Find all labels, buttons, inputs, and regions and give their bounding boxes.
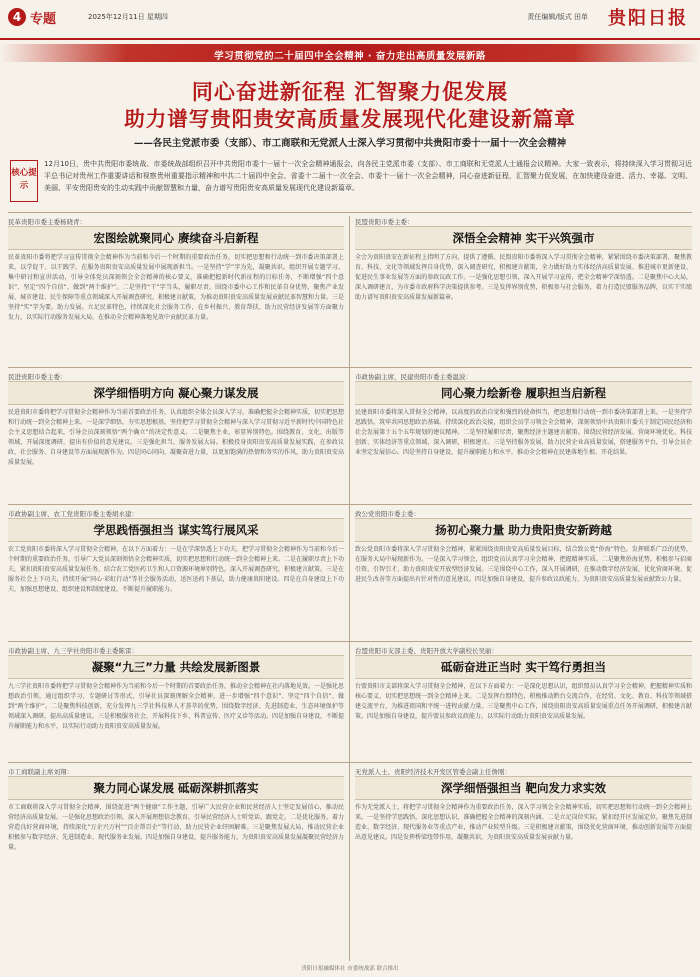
article-byline: 市工商联副主席刘翔： (8, 768, 73, 776)
newspaper-logo: 贵阳日报 (608, 8, 688, 29)
article-title: 凝聚“九三”力量 共绘发展新图景 (8, 655, 344, 679)
article-title: 学思践悟强担当 谋实笃行展风采 (8, 518, 344, 542)
headline-line-2: 助力谱写贵阳贵安高质量发展现代化建设新篇章 (124, 107, 576, 131)
article-minge (8, 215, 344, 365)
article-body: 农工党贵阳市委将深入学习贯彻全会精神，在以下方面着力：一是在学深悟透上下功夫，把学习贯彻全会精神作为当前和今后一个时期的重要政治任务，引导广大党员深刻领悟全会精神实质，切实把思想和行动统一到全会精神上来。二是在履职尽责上下功夫，紧扣贵阳贵安高质量发展任务，结合农工党医药卫生和人口资源环境界别特色，深入开展调查研究，积极建言献策。三是在服务社会上下功夫，持续开展“同心·彩虹行动”等社会服务活动，送医送药下基层，助力健康贵阳建设。四是在自身建设上下功夫，加强思想建设、组织建设和制度建设，不断提升履职能力。 (8, 546, 344, 593)
issue-date: 2025年12月11日 星期四 (88, 13, 168, 21)
article-zhigong (355, 507, 692, 639)
article-minjin (8, 370, 344, 502)
lead-paragraph: 12月10日，贵中共贵阳市委统战、市委统战部组织召开中共贵阳市委十一届十一次全会精神通报会，向各民主党派市委（支部）、市工商联和无党派人士通报会议精神。大家一致表示，将持续深入学习贯彻习近平总书记对贵州工作重要讲话和视察贵州重要指示精神和中共二十届四中全会、省委十二届十一次全会、市委十一届十一次全会精神，同心奋进新征程，汇智聚力促发展，在加快建设奋进、活力、幸福、文明、美丽、平安贵阳贵安的生动实践中贡献智慧和力量，奋力谱写贵阳贵安高质量发展现代化建设新篇章。 (44, 160, 692, 192)
article-nonggong (8, 507, 344, 639)
page-number: 4 (8, 8, 26, 26)
article-body: 九三学社贵阳市委将把学习贯彻全会精神作为当前和今后一个时期的首要政治任务，推动全会精神在社内落地见效。一是强化思想政治引领，通过组织学习、专题研讨等形式，引导社员深刻理解全会精神，进一步增强“四个意识”、坚定“四个自信”、做到“两个维护”。二是聚焦科技创新，充分发挥九三学社科技界人才荟萃的优势，围绕数字经济、先进制造业、生态环境保护等领域深入调研，提出高质量建议。三是积极服务社会，开展科技下乡、科普宣传、医疗义诊等活动。四是加强自身建设，不断提升履职能力和水平，以实际行动助力贵阳贵安高质量发展。 (8, 683, 344, 730)
editor-credit: 责任编辑/版式 田单 (527, 13, 588, 21)
article-body: 全会为贵阳贵安在新征程上指明了方向、提供了遵循。民盟贵阳市委将深入学习贯彻全会精神，紧紧围绕市委决策部署，聚焦教育、科技、文化等领域发挥自身优势，深入调查研究，积极建言献策，全力做好助力实体经济高质量发展、推进城市更新建设、促进民生事业发展等方面的参政议政工作。一是强化思想引领，深入开展学习宣传，把全会精神学深悟透。二是聚焦中心大局，深入调研建言，为市委市政府科学决策提供参考。三是发挥界别优势，积极参与社会服务，着力打造民盟服务品牌，以实干实绩助力谱写贵阳贵安高质量发展新篇章。 (355, 254, 692, 301)
divider (8, 367, 692, 368)
article-title: 深学细悟强担当 靶向发力求实效 (355, 776, 692, 800)
lead-tag: 核心提示 (10, 160, 38, 202)
article-body: 民建贵阳市委将深入贯彻全会精神，以高度的政治自觉和强烈的使命担当，把思想和行动统一到市委决策部署上来。一是坚持学思践悟，筑牢共同思想政治基础。持续深化政治交接，组织会员学习领会全会精神，深刻领悟中共贵阳市委关于制定国民经济和社会发展第十五个五年规划的建议精神。二是坚持履职尽责，聚焦经济主题建言献策。围绕民营经济发展、营商环境优化、科技创新、实体经济等重点领域，深入调研，积极建言。三是坚持服务发展，助力民营企业高质量发展，搭建服务平台，引导会员企业坚定发展信心。四是坚持自身建设，提升履职能力和水平，推动全会精神在民建落地生根、开花结果。 (355, 409, 692, 456)
article-taimeng (355, 644, 692, 760)
article-body: 作为无党派人士，将把学习贯彻全会精神作为重要政治任务，深入学习领会全会精神实质，切实把思想和行动统一到全会精神上来。一是坚持学思践悟，深化思想认识，准确把握全会精神的深刻内涵。二是立足岗位实际，紧扣经开区发展定位，聚焦先进制造业、数字经济、现代服务业等重点产业，推动产业转型升级。三是积极建言献策，围绕优化营商环境、推动创新发展等方面提出意见建议。四是发挥桥梁纽带作用，凝聚共识，为贵阳贵安高质量发展贡献力量。 (355, 804, 692, 841)
column-separator (349, 216, 350, 961)
article-title: 同心聚力绘新卷 履职担当启新程 (355, 381, 692, 405)
article-title: 聚力同心谋发展 砥砺深耕抓落实 (8, 776, 344, 800)
divider (8, 504, 692, 505)
article-wudangpai (355, 765, 692, 961)
headline-line-1: 同心奋进新征程 汇智聚力促发展 (191, 80, 509, 104)
article-body: 台盟贵阳市支部将深入学习贯彻全会精神，在以下方面着力：一是深化思想认识，组织盟员认真学习全会精神，把握精神实质和核心要义，切实把思想统一到全会精神上来。二是发挥台盟特色，积极推动黔台交流合作，在经贸、文化、教育、科技等领域搭建交流平台，为推进祖国和平统一进程贡献力量。三是聚焦中心工作，围绕贵阳贵安高质量发展重点任务开展调研，积极建言献策。四是加强自身建设，提升盟员参政议政能力，以实际行动助力贵阳贵安高质量发展。 (355, 683, 692, 720)
article-byline: 致公党贵阳市委主委： (355, 510, 420, 518)
ribbon-text: 学习贯彻党的二十届四中全会精神 · 奋力走出高质量发展新路 (214, 51, 486, 62)
article-byline: 台盟贵阳市支部主委、贵阳开放大学副校长吴丽： (355, 647, 498, 655)
article-byline: 民盟贵阳市委主委： (355, 218, 414, 226)
article-byline: 民进贵阳市委主委： (8, 373, 67, 381)
divider (8, 641, 692, 642)
article-byline: 市政协副主席、农工党贵阳市委主委胡永建： (8, 510, 138, 518)
article-jiusan (8, 644, 344, 760)
article-byline: 市政协副主席、民建贵阳市委主委温波： (355, 373, 472, 381)
article-title: 扬初心聚力量 助力贵阳贵安新跨越 (355, 518, 692, 542)
article-minjian (355, 370, 692, 502)
headline-subtitle: ——各民主党派市委（支部）、市工商联和无党派人士深入学习贯彻中共贵阳市委十一届十一次全会精神 (133, 138, 567, 149)
article-body: 市工商联将深入学习贯彻全会精神，围绕促进“两个健康”工作主题，引导广大民营企业和民营经济人士坚定发展信心，推动民营经济高质量发展。一是强化思想政治引领，深入开展理想信念教育，引导民营经济人士听党话、跟党走。二是优化服务，着力营造良好营商环境，持续深化“万企兴万村”“百企帮百企”等行动，助力民营企业纾困解难。三是聚焦发展大局，推动民营企业积极参与数字经济、先进制造业、现代服务业发展。四是加强自身建设，提升服务能力，为贵阳贵安高质量发展凝聚民营经济力量。 (8, 804, 344, 851)
section-name: 专题 (30, 12, 57, 27)
article-byline: 民革贵阳市委主委杨晓青： (8, 218, 86, 226)
article-byline: 无党派人士、贵阳经济技术开发区管委会副主任詹刚： (355, 768, 511, 776)
page-footer: 贵阳日报融媒体社 市委统战部 联合推出 (301, 966, 399, 972)
page-header (0, 0, 700, 40)
divider (8, 762, 692, 763)
article-title: 深悟全会精神 实干兴筑强市 (355, 226, 692, 250)
article-title: 宏图绘就聚同心 赓续奋斗启新程 (8, 226, 344, 250)
divider (8, 212, 692, 213)
article-minmeng (355, 215, 692, 365)
theme-ribbon (0, 44, 700, 62)
article-body: 致公党贵阳市委将深入学习贯彻全会精神，紧紧围绕贵阳贵安高质量发展目标，结合致公党“侨海”特色，发挥联系广泛的优势，在服务大局中展现新作为。一是深入学习领会，组织党员认真学习全会精神，把握精神实质。二是聚焦侨海优势，积极参与招商引资、引智引才，助力贵阳贵安开放型经济发展。三是围绕中心工作，深入开展调研，在推动数字经济发展、优化营商环境、促进民生改善等方面提出有针对性的意见建议。四是加强自身建设，提升参政议政能力，为贵阳贵安高质量发展贡献致公力量。 (355, 546, 692, 583)
article-title: 砥砺奋进正当时 实干笃行勇担当 (355, 655, 692, 679)
article-title: 深学细悟明方向 凝心聚力谋发展 (8, 381, 344, 405)
article-gongshanglian (8, 765, 344, 961)
article-body: 民革贵阳市委将把学习宣传贯彻全会精神作为当前和今后一个时期的重要政治任务，切实把思想和行动统一到市委决策部署上来，以学促干、以干践学，在服务贵阳贵安高质量发展中展现新担当。一是坚持“学”字为先，凝聚共识。组织开展专题学习、集中研讨和宣讲活动，引导全体党员深刻领会全会精神的核心要义，准确把握新时代新征程的目标任务，不断增强“四个意识”、坚定“四个自信”、做到“两个维护”。二是坚持“干”字当头，履职尽责。围绕市委中心工作和民革自身优势，聚焦产业发展、城市建设、民生保障等重点领域深入开展调查研究，积极建言献策，为推动贵阳贵安高质量发展贡献民革智慧和力量。三是坚持“实”字为要，助力发展。立足民革特色，持续深化社会服务工作，在乡村振兴、教育帮扶、助力民营经济发展等方面聚力发力，以实际行动服务发展大局，在推动全会精神落地见效中贡献民革力量。 (8, 254, 344, 321)
article-byline: 市政协副主席、九三学社贵阳市委主委陈雷： (8, 647, 138, 655)
article-body: 民进贵阳市委将把学习贯彻全会精神作为当前首要政治任务，认真组织全体会员深入学习，准确把握全会精神实质，切实把思想和行动统一到全会精神上来。一是深学细悟，夯实思想根基。坚持把学习贯彻全会精神与深入学习贯彻习近平新时代中国特色社会主义思想结合起来，引导会员深刻领悟“两个确立”的决定性意义。二是聚焦主业，彰显界别特色。围绕教育、文化、出版等领域，开展深度调研，提出有价值的意见建议。三是强化担当，服务发展大局。积极投身贵阳贵安高质量发展实践，在参政议政、社会服务、自身建设等方面展现新作为。四是同心同向，凝聚奋进力量，以更加饱满的热情和务实的作风，助力贵阳贵安高质量发展。 (8, 409, 344, 466)
